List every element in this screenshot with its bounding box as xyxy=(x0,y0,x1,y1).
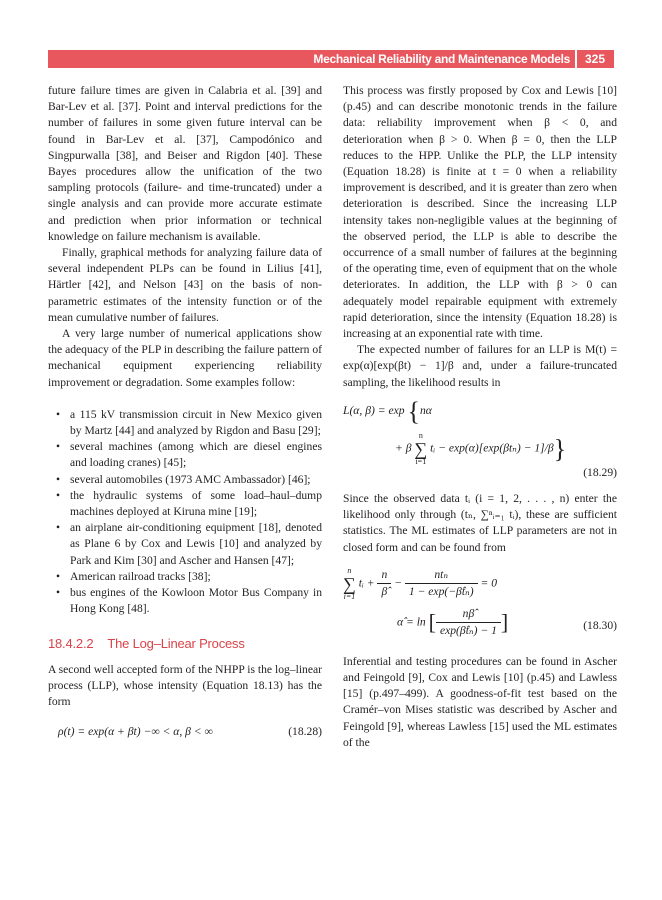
fraction-denominator: β̂ xyxy=(381,585,388,599)
equation-body: ρ(t) = exp(α + βt) −∞ < α, β < ∞ xyxy=(58,725,213,739)
paragraph: future failure times are given in Calabria et al. [39] and Bar-Lev et al. [37]. Point and interval predictions for the number of failures in some given future interval can be found in Bar-Lev et al. [37], Campodónico and Singpurwalla [38], and Beiser and Rigdon [40]. These Bayes procedures allow the unification of the two sampling protocols (failure- and time-truncated) under a single analysis and can provide more accurate estimate and prediction when prior information or technical knowledge on failure mechanism is available. xyxy=(48,84,322,243)
paragraph: This process was firstly proposed by Cox and Lewis [10] (p.45) and can describe monotonic trends in the failure data: reliability improvement when β < 0, and deterioration when β > 0. When β = 0, then the LLP reduces to the HPP. Unlike the PLP, the LLP intensity (Equation 18.28) is finite at t = 0 when a reliability improvement is described, and it is greater than zero when deterioration is described. Since the increasing LLP intensity takes non-negligible values at the beginning of the observed period, the LLP is able to describe the occurrence of a small number of failures at the beginning of the operating time, even of equipment that on the whole deteriorates. In addition, the LLP with β > 0 can adequately model repairable equipment with extremely rapid deterioration, since the intensity (Equation 18.28) is increasing at an exponential rate with time. xyxy=(343,84,617,341)
left-column xyxy=(48,83,322,740)
running-header xyxy=(48,50,614,68)
equation-number: (18.28) xyxy=(288,725,322,739)
section-heading xyxy=(48,636,322,652)
fraction-denominator: exp(β̂tₙ) − 1 xyxy=(439,624,497,638)
equation-number: (18.30) xyxy=(583,618,617,632)
paragraph: A second well accepted form of the NHPP is the log–linear process (LLP), whose intensity (Equation 18.13) has the form xyxy=(48,662,322,709)
equation-lhs: L(α, β) = exp xyxy=(343,403,405,417)
fraction-numerator: nβ̂ xyxy=(436,606,501,623)
equation-18-29: L(α, β) = exp {nα + β n ∑ i=1 tᵢ − exp(α)[exp(βtₙ) − 1]/β} (18.29) xyxy=(343,403,617,481)
equation-term: + β xyxy=(395,441,412,455)
equation-term: tᵢ − exp(α)[exp(βtₙ) − 1]/β xyxy=(430,441,554,455)
paragraph: Finally, graphical methods for analyzing failure data of several independent PLPs can be found in Lilius [41], Härtler [42], and Nelson [43] on the basis of non-parametric estimates of the intensity function or of the mean cumulative number of failures. xyxy=(48,246,322,324)
paragraph: Since the observed data tᵢ (i = 1, 2, . . . , n) enter the likelihood only through (tₙ, ∑ⁿᵢ₌₁ tᵢ), these are sufficient statistics. The ML estimates of LLP parameters are not in closed form and can be found from xyxy=(343,492,617,554)
list-item: • American railroad tracks [38]; xyxy=(48,569,322,585)
paragraph: A very large number of numerical applications show the adequacy of the PLP in describing the failure pattern of mechanical equipment experiencing reliability improvement or degradation. Some examples follow: xyxy=(48,327,322,389)
examples-list xyxy=(48,407,322,618)
equation-term: α̂ = ln xyxy=(397,615,426,629)
list-item: • a 115 kV transmission circuit in New Mexico given by Martz [44] and analyzed by Rigdon and Basu [29]; xyxy=(48,407,322,439)
list-item: • bus engines of the Kowloon Motor Bus Company in Hong Kong [48]. xyxy=(48,585,322,617)
paragraph: The expected number of failures for an LLP is M(t) = exp(α)[exp(βt) − 1]/β and, under a failure-truncated sampling, the likelihood results in xyxy=(343,343,617,389)
fraction-numerator: n xyxy=(377,567,391,584)
sum-lower: i=1 xyxy=(415,456,427,466)
equation-18-28 xyxy=(48,724,322,740)
page-number: 325 xyxy=(584,52,606,66)
list-item: • the hydraulic systems of some load–haul–dump machines deployed at Kiruna mine [19]; xyxy=(48,488,322,520)
equation-term: = 0 xyxy=(480,576,498,590)
section-title: The Log–Linear Process xyxy=(107,635,245,651)
running-header-title: Mechanical Reliability and Maintenance Models xyxy=(313,52,570,66)
list-item: • several automobiles (1973 AMC Ambassador) [46]; xyxy=(48,472,322,488)
section-number: 18.4.2.2 xyxy=(48,635,94,651)
fraction-denominator: 1 − exp(−β̂tₙ) xyxy=(408,585,474,599)
list-item: • an airplane air-conditioning equipment [18], denoted as Plane 6 by Cox and Lewis [10] and analyzed by Park and Kim [30] and Ascher and Hansen [47]; xyxy=(48,520,322,569)
equation-term: tᵢ + xyxy=(358,576,375,590)
sum-upper: n xyxy=(418,430,423,440)
list-item: • several machines (among which are diesel engines and loading cranes) [45]; xyxy=(48,439,322,471)
right-column xyxy=(343,83,617,751)
fraction-numerator: ntₙ xyxy=(405,567,478,584)
paragraph: Inferential and testing procedures can be found in Ascher and Feingold [9], Cox and Lewis [10] (p.45) and Lawless [15] (p.497–499). A goodness-of-fit test based on the Cramér–von Mises statistic was described by Ascher and Feingold [9], whereas Lawless [15] used the ML estimates of the xyxy=(343,654,617,749)
equation-term: nα xyxy=(419,403,432,417)
equation-18-30: n ∑ i=1 tᵢ + $\frac{n}{\betâ}$ − $\frac{\text{ntₙ}}{\text{1 − exp(−β̂tₙ)}}$ = 0 α̂ = ln [ $\frac{n\betâ}{\text{exp(β̂tₙ) − 1}}$ ] (18.30) xyxy=(343,566,617,646)
equation-number: (18.29) xyxy=(583,465,617,479)
header-separator xyxy=(575,50,577,68)
